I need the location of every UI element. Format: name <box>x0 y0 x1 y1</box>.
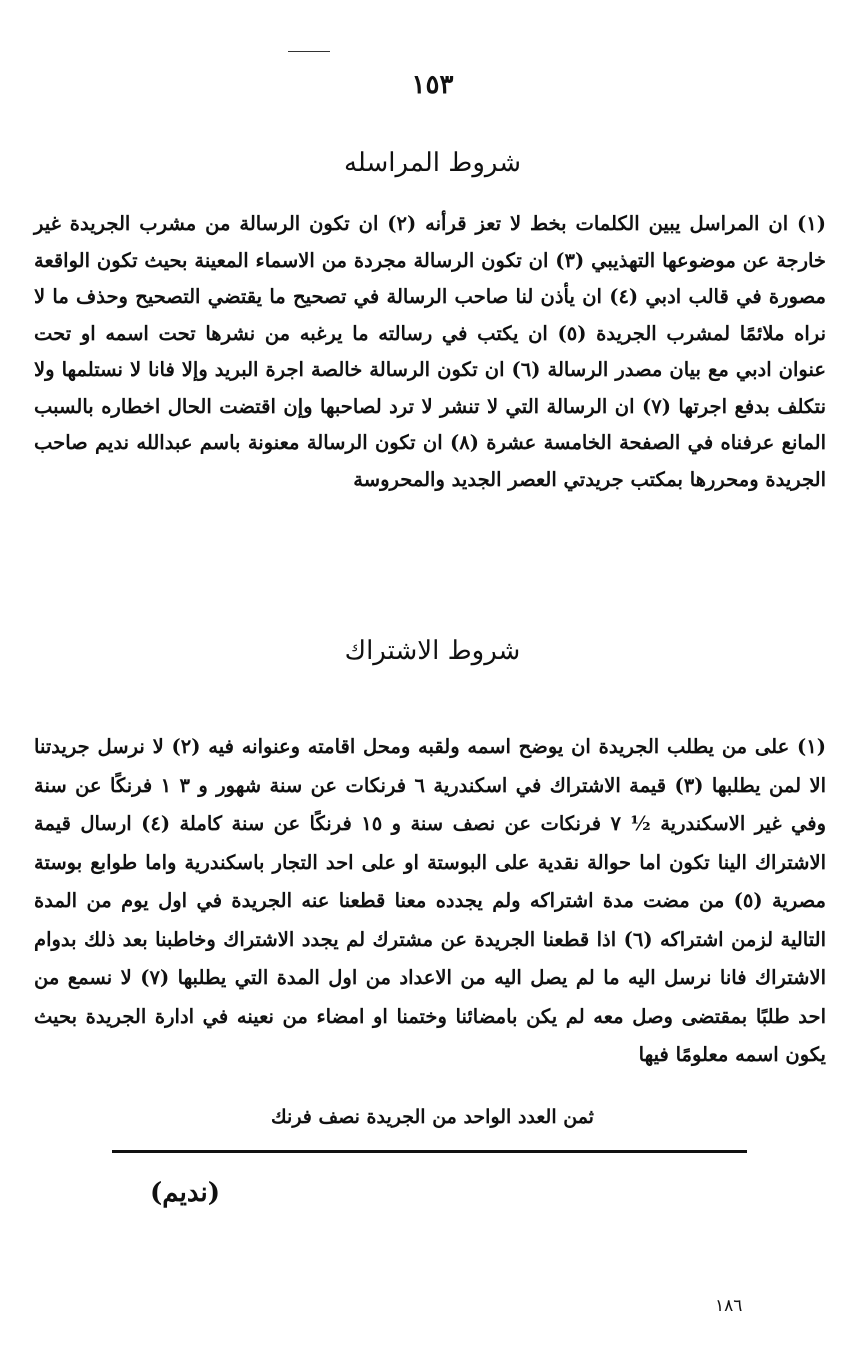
top-mark <box>288 51 330 52</box>
correspondence-conditions-text: (١) ان المراسل يبين الكلمات بخط لا تعز قرأنه (٢) ان تكون الرسالة من مشرب الجريدة غير خارجة عن موضوعها التهذيبي (٣) ان تكون الرسالة مجردة من الاسماء المعينة بحيث تكون الواقعة مصورة في قالب ادبي (٤) ان يأذن لنا صاحب الرسالة في تصحيح ما يقتضي التصحيح وحذف ما لا نراه ملائمًا لمشرب الجريدة (٥) ان يكتب في رسالته ما يرغبه من نشرها تحت اسمه او تحت عنوان ادبي مع بيان مصدر الرسالة (٦) ان تكون الرسالة خالصة اجرة البريد وإلا فانا لا نستلمها ولا نتكلف بدفع اجرتها (٧) ان الرسالة التي لا تنشر لا ترد لصاحبها وإن اقتضت الحال اخطاره بالسبب المانع عرفناه في الصفحة الخامسة عشرة (٨) ان تكون الرسالة معنونة باسم عبدالله نديم صاحب الجريدة ومحررها بمكتب جريدتي العصر الجديد والمحروسة <box>34 212 826 491</box>
horizontal-divider <box>112 1150 747 1153</box>
subscription-conditions-text: (١) على من يطلب الجريدة ان يوضح اسمه ولقبه ومحل اقامته وعنوانه فيه (٢) لا نرسل جريدتنا الا لمن يطلبها (٣) قيمة الاشتراك في اسكندرية ٦ فرنكات عن سنة شهور و ٣ ١ فرنكًا عن سنة وفي غير الاسكندرية ½ ٧ فرنكات عن نصف سنة و ١٥ فرنكًا عن سنة كاملة (٤) ارسال قيمة الاشتراك الينا تكون اما حوالة نقدية على البوستة او على احد التجار باسكندرية واما طوابع بوستة مصرية (٥) من مضت مدة اشتراكه ولم يجدده معنا قطعنا عنه الجريدة في اول يوم من المدة التالية لزمن اشتراكه (٦) اذا قطعنا الجريدة عن مشترك لم يجدد الاشتراك وخاطبنا بعد ذلك بدوام الاشتراك فانا نرسل اليه ما لم يصل اليه من الاعداد من اول المدة التي يطلبها (٧) لا نسمع من احد طلبًا بمقتضى وصل معه لم يكن بامضائنا وختمنا او امضاء من نعينه في ادارة الجريدة بحيث يكون اسمه معلومًا فيها <box>34 735 827 1066</box>
page-number: ١٥٣ <box>411 70 454 100</box>
subscription-heading: شروط الاشتراك <box>344 636 521 666</box>
signature: (نديم) <box>150 1178 221 1208</box>
footer-page-number: ١٨٦ <box>715 1296 743 1316</box>
correspondence-heading: شروط المراسله <box>343 148 522 178</box>
issue-price-line: ثمن العدد الواحد من الجريدة نصف فرنك <box>271 1106 594 1128</box>
